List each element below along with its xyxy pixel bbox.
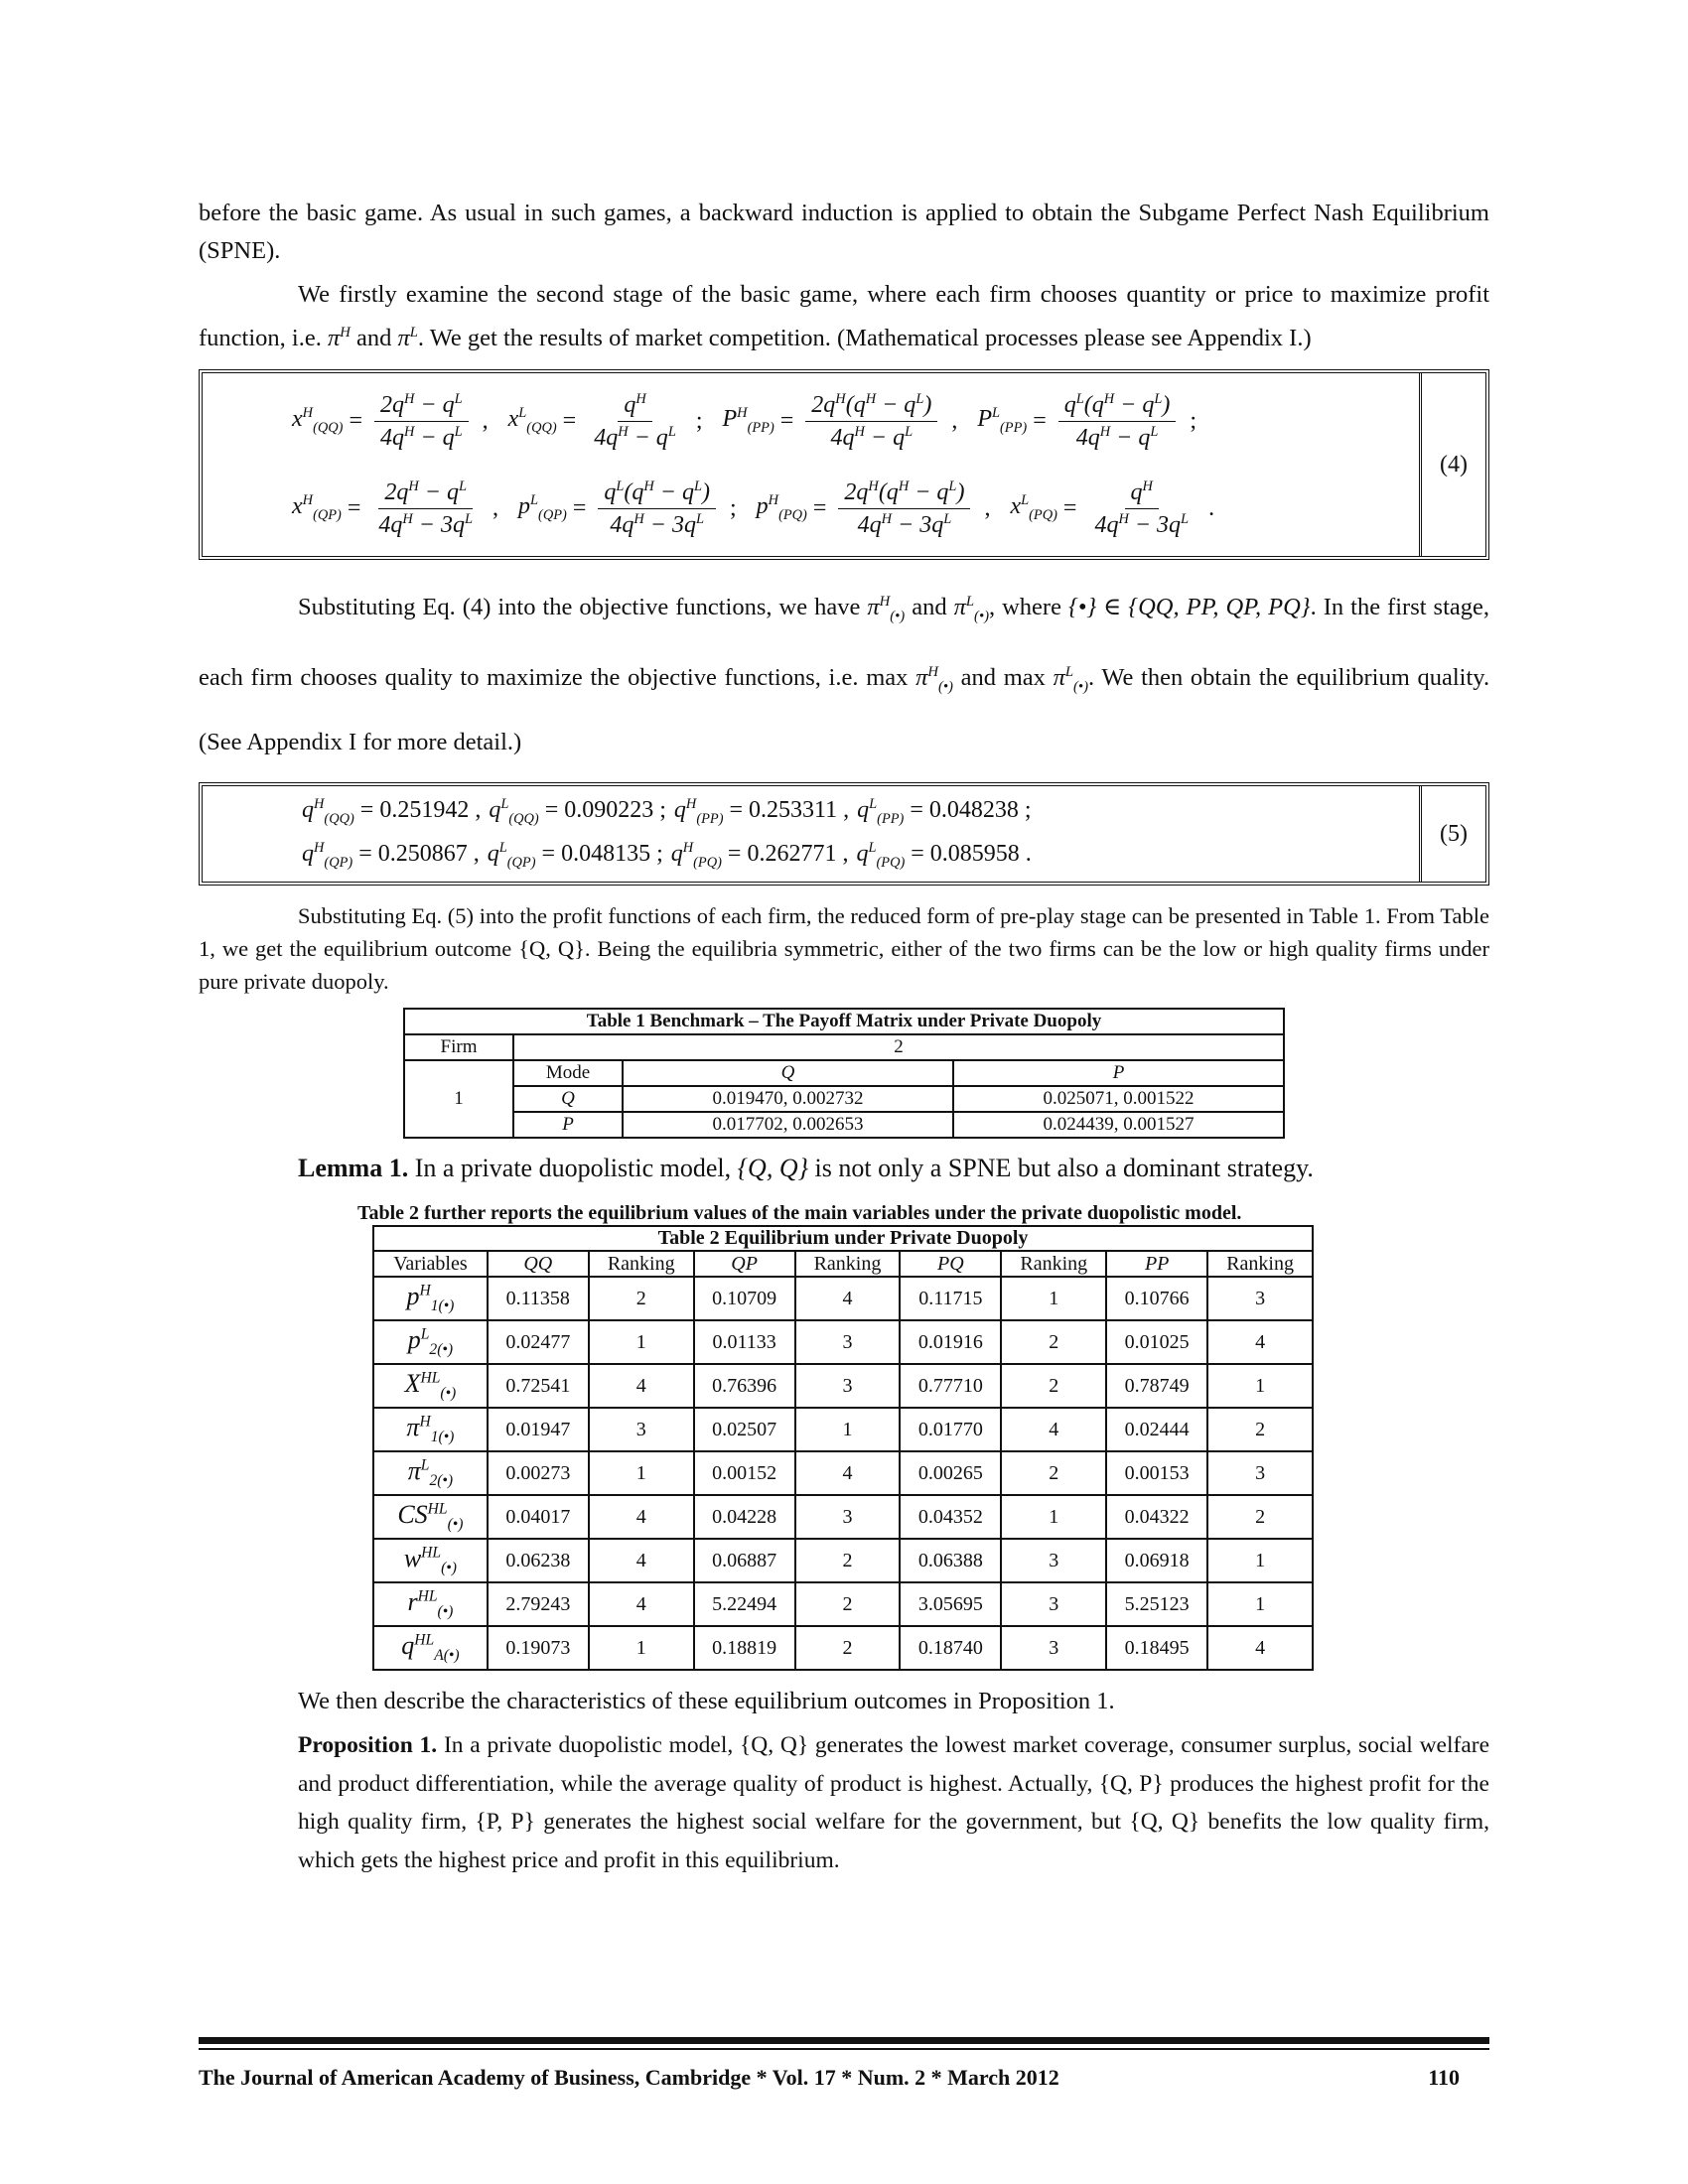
table-row [373, 1582, 1313, 1626]
substitution-paragraph [199, 574, 1489, 770]
table-1-col-q: Q [623, 1060, 953, 1086]
table-2-variable-symbol: $p^L_{2(•)}$ [373, 1320, 488, 1364]
table-2-cell: 0.18819 [694, 1626, 795, 1670]
proposition-label: Proposition 1. [298, 1732, 438, 1759]
table-2-cell: 2 [1207, 1495, 1313, 1539]
table-2-cell: 5.22494 [694, 1582, 795, 1626]
table-2-cell: 0.04352 [900, 1495, 1001, 1539]
table-2-cell: 4 [795, 1277, 901, 1320]
table-2-header-row [373, 1251, 1313, 1277]
equation-4-row-2-term-1 [518, 478, 747, 539]
table-2-cell: 0.02477 [488, 1320, 589, 1364]
equation-4-lhs: $p^H_{(PQ)}$ [756, 492, 807, 524]
table-2-cell: 2 [795, 1626, 901, 1670]
table-row [373, 1451, 1313, 1495]
equation-4-fraction: $\frac{q^L(q^H - q^L)}{4q^H - 3q^L}$ [598, 478, 716, 539]
table-2-cell: 1 [589, 1451, 694, 1495]
table-2-cell: 2.79243 [488, 1582, 589, 1626]
equation-4-lhs: $x^H_{(QP)}$ [292, 492, 342, 524]
table-2-cell: 0.18740 [900, 1626, 1001, 1670]
table-2-variable-symbol: $\pi^H_{1(•)}$ [373, 1408, 488, 1451]
table-2-variable-symbol: $p^H_{1(•)}$ [373, 1277, 488, 1320]
table-row [373, 1495, 1313, 1539]
table-2-variable-symbol: $q^{HL}_{A(•)}$ [373, 1626, 488, 1670]
page-footer [199, 2065, 1460, 2091]
table-2-cell: 0.11715 [900, 1277, 1001, 1320]
table-1-row-p: P [513, 1112, 623, 1138]
footer-rule-thick [199, 2037, 1489, 2044]
table-2-cell: 0.01770 [900, 1408, 1001, 1451]
table-2-cell: 3 [795, 1364, 901, 1408]
table-2-cell: 0.78749 [1106, 1364, 1207, 1408]
stage2-paragraph [199, 276, 1489, 357]
table-2-cell: 0.72541 [488, 1364, 589, 1408]
table-1-firm-label: Firm [404, 1034, 513, 1060]
table-2-cell: 5.25123 [1106, 1582, 1207, 1626]
equation-5-box [199, 782, 1489, 886]
table-2-cell: 1 [1001, 1277, 1106, 1320]
stage2-text-after: . We get the results of market competition. (Mathematical processes please see Appendix I.) [417, 325, 1312, 352]
equation-5-row-1-term-3: $q^L_{(PP)} = 0.048238$ ; [857, 796, 1032, 828]
table-2-cell: 1 [1001, 1495, 1106, 1539]
pi-l-dot-symbol: $\pi^L_{(•)}$ [953, 594, 989, 625]
table-2-note: Table 2 further reports the equilibrium values of the main variables under the private duopolistic model. [357, 1202, 1242, 1225]
equation-4-row-2 [292, 465, 1419, 552]
equals-sign: = [812, 494, 827, 521]
pi-h-symbol: $\pi^H$ [327, 325, 351, 352]
equation-5-number: (5) [1440, 820, 1468, 847]
intro-paragraph: before the basic game. As usual in such games, a backward induction is applied to obtain the Subgame Perfect Nash Equilibrium (SPNE). [199, 200, 1489, 264]
journal-name: The Journal of American Academy of Business, Cambridge * Vol. 17 * Num. 2 * March 2012 [199, 2065, 1059, 2090]
equation-separator: , [951, 407, 958, 434]
lemma-set: {Q, Q} [737, 1154, 808, 1183]
table-row [373, 1277, 1313, 1320]
sub4-text-3: . We then obtain the equilibrium quality. (See Appendix I for more detail.) [199, 664, 1490, 756]
table-row [373, 1408, 1313, 1451]
table-2-cell: 0.00153 [1106, 1451, 1207, 1495]
table-2-cell: 2 [1207, 1408, 1313, 1451]
table-2-cell: 0.76396 [694, 1364, 795, 1408]
table-2-cell: 0.04228 [694, 1495, 795, 1539]
stage2-text-before: We firstly examine the second stage of the basic game, where each firm chooses quantity or price to maximize profit function, i.e. [199, 281, 1489, 352]
table-2-cell: 0.01133 [694, 1320, 795, 1364]
table-1-cell-qq: 0.019470, 0.002732 [623, 1086, 953, 1112]
equals-sign: = [347, 494, 361, 521]
table-2-cell: 0.18495 [1106, 1626, 1207, 1670]
table-2-cell: 0.02444 [1106, 1408, 1207, 1451]
table-2-cell: 2 [1001, 1451, 1106, 1495]
pi-l-symbol: $\pi^L$ [397, 325, 418, 352]
equation-5-row-2-term-2: $q^H_{(PQ)} = 0.262771$ , [670, 840, 849, 872]
table-2-cell: 3 [1207, 1277, 1313, 1320]
table-2-header-4: Ranking [795, 1251, 901, 1277]
equation-4-row-1-term-1 [508, 391, 713, 452]
equation-5-row-1-term-2: $q^H_{(PP)} = 0.253311$ , [673, 796, 850, 828]
table-1-mode-label: Mode [513, 1060, 623, 1086]
equation-5-row-2-term-1: $q^L_{(QP)} = 0.048135$ ; [487, 840, 663, 872]
equation-4-row-2-term-2 [757, 478, 1001, 539]
table-2-header-5: PQ [900, 1251, 1001, 1277]
table-2-cell: 1 [1207, 1364, 1313, 1408]
equals-sign: = [1062, 494, 1077, 521]
table-2-variable-symbol: $CS^{HL}_{(•)}$ [373, 1495, 488, 1539]
lemma-text-a: In a private duopolistic model, [414, 1154, 732, 1183]
max-target-h: $\pi^H_{(•)}$ [915, 664, 953, 696]
table-2-cell: 3 [1207, 1451, 1313, 1495]
table-2-cell: 1 [589, 1320, 694, 1364]
equation-4-number: (4) [1440, 451, 1468, 478]
equation-4-box [199, 369, 1489, 560]
proposition-intro: We then describe the characteristics of these equilibrium outcomes in Proposition 1. [298, 1688, 1115, 1715]
table-2-cell: 0.77710 [900, 1364, 1001, 1408]
page-body [199, 195, 1489, 1879]
sub4-and: and [912, 594, 947, 621]
table-row [373, 1364, 1313, 1408]
equation-4-fraction: $\frac{q^H}{4q^H - q^L}$ [594, 390, 676, 451]
equation-4-fraction: $\frac{2q^H(q^H - q^L)}{4q^H - 3q^L}$ [838, 478, 970, 539]
table-2-cell: 2 [795, 1539, 901, 1582]
table-2-variable-symbol: $\pi^L_{2(•)}$ [373, 1451, 488, 1495]
table-2-cell: 0.06887 [694, 1539, 795, 1582]
table-2-cell: 0.01947 [488, 1408, 589, 1451]
table-2-variable-symbol: $X^{HL}_{(•)}$ [373, 1364, 488, 1408]
table-1-cell-pq: 0.017702, 0.002653 [623, 1112, 953, 1138]
proposition-1 [298, 1726, 1489, 1879]
equation-5-body [203, 786, 1422, 882]
equation-4-fraction: $\frac{q^L(q^H - q^L)}{4q^H - q^L}$ [1058, 391, 1177, 452]
equation-5-row-2 [302, 834, 1419, 878]
pi-h-dot-symbol: $\pi^H_{(•)}$ [867, 594, 906, 625]
table-2-header-8: Ranking [1207, 1251, 1313, 1277]
equation-4-row-1-term-2 [723, 391, 968, 452]
equals-sign: = [562, 407, 577, 434]
table-2-title: Table 2 Equilibrium under Private Duopoly [373, 1226, 1313, 1251]
equation-4-lhs: $P^L_{(PP)}$ [977, 405, 1028, 437]
table-2-cell: 0.00152 [694, 1451, 795, 1495]
table-2-cell: 3.05695 [900, 1582, 1001, 1626]
table-2-cell: 3 [795, 1320, 901, 1364]
lemma-text-b: is not only a SPNE but also a dominant strategy. [814, 1154, 1314, 1183]
table-2-cell: 4 [589, 1582, 694, 1626]
equation-4-row-2-term-0 [292, 478, 508, 539]
stage2-and: and [355, 325, 392, 352]
table-2-cell: 4 [1207, 1626, 1313, 1670]
table-1-cell-qp: 0.025071, 0.001522 [953, 1086, 1284, 1112]
equation-4-lhs: $P^H_{(PP)}$ [722, 405, 774, 437]
table-2-cell: 3 [589, 1408, 694, 1451]
equation-separator: , [984, 494, 991, 521]
table-2-cell: 1 [795, 1408, 901, 1451]
equation-4-row-1-term-3 [977, 391, 1206, 452]
table-2 [372, 1225, 1314, 1671]
equation-separator: . [1208, 494, 1215, 521]
page-number: 110 [1428, 2065, 1460, 2090]
table-2-cell: 3 [1001, 1539, 1106, 1582]
table-2-cell: 1 [1207, 1539, 1313, 1582]
equation-4-lhs: $x^H_{(QQ)}$ [292, 405, 344, 437]
equation-4-fraction: $\frac{2q^H - q^L}{4q^H - 3q^L}$ [378, 478, 474, 538]
table-2-cell: 4 [589, 1539, 694, 1582]
equation-4-fraction: $\frac{q^H}{4q^H - 3q^L}$ [1094, 478, 1190, 538]
sub4-and-2: and [960, 664, 996, 692]
equation-separator: , [482, 407, 489, 434]
equation-separator: , [492, 494, 499, 521]
table-2-cell: 2 [1001, 1364, 1106, 1408]
table-2-cell: 0.06918 [1106, 1539, 1207, 1582]
table-row [373, 1539, 1313, 1582]
equation-5-row-2-term-3: $q^L_{(PQ)} = 0.085958$ . [856, 840, 1032, 872]
table-2-cell: 0.00265 [900, 1451, 1001, 1495]
equation-separator: ; [695, 407, 703, 434]
equation-5-row-1-term-1: $q^L_{(QQ)} = 0.090223$ ; [489, 796, 666, 828]
sub4-where: , where [988, 594, 1061, 621]
table-2-cell: 0.00273 [488, 1451, 589, 1495]
table-2-cell: 0.02507 [694, 1408, 795, 1451]
max-operator-l: max [1003, 664, 1046, 692]
max-target-l: $\pi^L_{(•)}$ [1053, 664, 1088, 696]
table1-intro-paragraph: Substituting Eq. (5) into the profit functions of each firm, the reduced form of pre-play stage can be presented in Table 1. From Table 1, we get the equilibrium outcome {Q, Q}. Being the equilibria symmetric, either of the two firms can be the low or high quality firms under pure private duopoly. [199, 903, 1489, 995]
sub4-text-1: Substituting Eq. (4) into the objective functions, we have [298, 594, 861, 621]
equals-sign: = [572, 494, 587, 521]
table-2-cell: 0.04017 [488, 1495, 589, 1539]
table-2-cell: 1 [1207, 1582, 1313, 1626]
equals-sign: = [779, 407, 794, 434]
table-2-cell: 0.11358 [488, 1277, 589, 1320]
table-1-title: Table 1 Benchmark – The Payoff Matrix under Private Duopoly [404, 1009, 1284, 1034]
equals-sign: = [349, 407, 362, 434]
table-1-col-p: P [953, 1060, 1284, 1086]
lemma-label: Lemma 1. [298, 1154, 409, 1183]
table-2-cell: 0.04322 [1106, 1495, 1207, 1539]
equation-4-fraction: $\frac{2q^H(q^H - q^L)}{4q^H - q^L}$ [805, 391, 937, 452]
table-1-wrapper [403, 1008, 1285, 1139]
table-2-header-6: Ranking [1001, 1251, 1106, 1277]
table-2-cell: 4 [1207, 1320, 1313, 1364]
table-2-cell: 0.10709 [694, 1277, 795, 1320]
table-2-cell: 2 [795, 1582, 901, 1626]
table-2-header-3: QP [694, 1251, 795, 1277]
mode-set: {•} ∈ {QQ, PP, QP, PQ} [1067, 594, 1311, 621]
proposition-text: In a private duopolistic model, {Q, Q} generates the lowest market coverage, consumer surplus, social welfare and product differentiation, while the average quality of product is highest. Actually, {Q, P} produces the highest profit for the high quality firm, {P, P} generates the highest social welfare for the government, but {Q, Q} benefits the low quality firm, which gets the highest price and profit in this equilibrium. [298, 1732, 1490, 1873]
table-2-cell: 0.01025 [1106, 1320, 1207, 1364]
table-2-header-7: PP [1106, 1251, 1207, 1277]
table-2-cell: 3 [795, 1495, 901, 1539]
equation-4-lhs: $p^L_{(QP)}$ [518, 492, 567, 524]
table-2-cell: 2 [1001, 1320, 1106, 1364]
equation-5-row-2-term-0: $q^H_{(QP)} = 0.250867$ , [302, 840, 480, 872]
equation-4-row-1-term-0 [292, 391, 498, 452]
table-2-variable-symbol: $r^{HL}_{(•)}$ [373, 1582, 488, 1626]
equation-4-lhs: $x^L_{(PQ)}$ [1010, 492, 1057, 524]
table-2-cell: 0.01916 [900, 1320, 1001, 1364]
equation-4-fraction: $\frac{2q^H - q^L}{4q^H - q^L}$ [374, 391, 469, 452]
equation-4-row-2-term-3 [1010, 478, 1224, 539]
equation-4-body [203, 373, 1422, 556]
table-2-variable-symbol: $w^{HL}_{(•)}$ [373, 1539, 488, 1582]
table-2-cell: 0.10766 [1106, 1277, 1207, 1320]
table-1 [403, 1008, 1285, 1139]
table-2-header-1: QQ [488, 1251, 589, 1277]
table-2-cell: 3 [1001, 1626, 1106, 1670]
footer-rule-thin [199, 2048, 1489, 2050]
table-row [373, 1320, 1313, 1364]
equation-separator: ; [1190, 407, 1197, 434]
table-2-cell: 4 [795, 1451, 901, 1495]
sub4-text-2: . In the first stage, each firm chooses quality to maximize the objective functions, i.e. [199, 594, 1490, 692]
max-operator-h: max [866, 664, 909, 692]
table-2-cell: 3 [1001, 1582, 1106, 1626]
equation-5-row-1 [302, 790, 1419, 834]
table-2-cell: 0.19073 [488, 1626, 589, 1670]
table-2-cell: 4 [589, 1364, 694, 1408]
equation-5-row-1-term-0: $q^H_{(QQ)} = 0.251942$ , [302, 796, 482, 828]
table-2-cell: 4 [589, 1495, 694, 1539]
equation-4-row-1 [292, 377, 1419, 465]
table-1-firm1: 1 [404, 1060, 513, 1138]
table-row [373, 1626, 1313, 1670]
table-2-cell: 2 [589, 1277, 694, 1320]
table-2-header-0: Variables [373, 1251, 488, 1277]
table-1-row-q: Q [513, 1086, 623, 1112]
equation-separator: ; [730, 494, 737, 521]
equation-4-lhs: $x^L_{(QQ)}$ [507, 405, 557, 437]
equals-sign: = [1033, 407, 1047, 434]
table-2-cell: 0.06388 [900, 1539, 1001, 1582]
table-2-header-2: Ranking [589, 1251, 694, 1277]
table-2-cell: 1 [589, 1626, 694, 1670]
table-2-body [373, 1277, 1313, 1670]
table-1-firm2: 2 [513, 1034, 1284, 1060]
lemma-1 [298, 1149, 1489, 1188]
table-2-cell: 4 [1001, 1408, 1106, 1451]
table-2-cell: 0.06238 [488, 1539, 589, 1582]
table-1-cell-pp: 0.024439, 0.001527 [953, 1112, 1284, 1138]
